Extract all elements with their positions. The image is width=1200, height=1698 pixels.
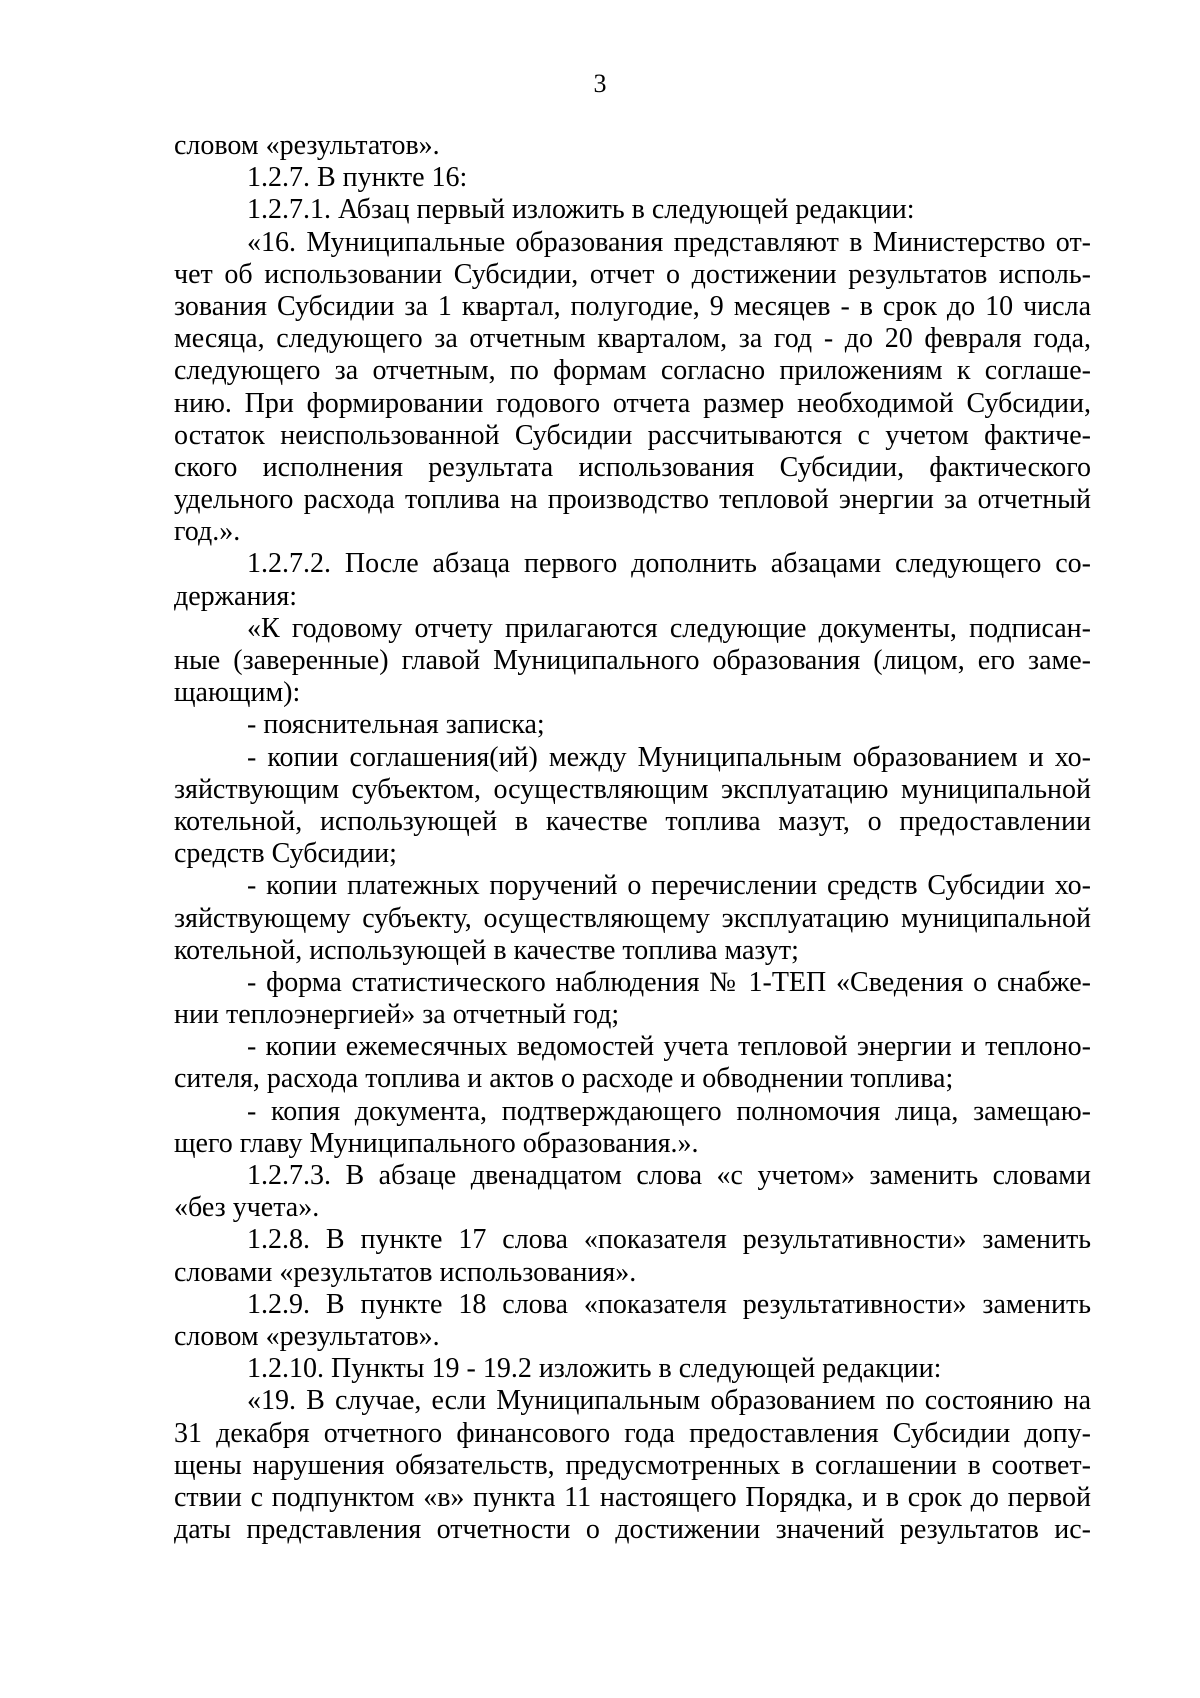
text-line: сителя, расхода топлива и актов о расходе и обводнении топлива; <box>174 1063 954 1095</box>
text-line: 1.2.9. В пункте 18 слова «показателя результативности» заменить <box>247 1288 1091 1320</box>
text-line: чет об использовании Субсидии, отчет о достижении результатов исполь- <box>174 258 1091 290</box>
text-line: - копия документа, подтверждающего полномочия лица, замещаю- <box>247 1095 1091 1127</box>
text-line: - копии ежемесячных ведомостей учета тепловой энергии и теплоно- <box>247 1031 1091 1063</box>
text-line: ствии с подпунктом «в» пункта 11 настоящего Порядка, и в срок до первой <box>174 1481 1091 1513</box>
document-body <box>174 130 1091 1546</box>
text-line: 1.2.7.3. В абзаце двенадцатом слова «с учетом» заменить словами <box>247 1160 1091 1191</box>
text-line: котельной, использующей в качестве топлива мазут; <box>174 934 799 966</box>
text-line: - пояснительная записка; <box>247 709 545 741</box>
page-number: 3 <box>593 69 607 98</box>
text-line: 1.2.10. Пункты 19 - 19.2 изложить в следующей редакции: <box>247 1353 942 1385</box>
text-line: ные (заверенные) главой Муниципального образования (лицом, его заме- <box>174 645 1091 676</box>
text-line: 1.2.8. В пункте 17 слова «показателя результативности» заменить <box>247 1224 1091 1256</box>
text-line: «без учета». <box>174 1192 320 1224</box>
text-line: 1.2.7.2. После абзаца первого дополнить абзацами следующего со- <box>247 548 1091 580</box>
text-line: зяйствующему субъекту, осуществляющему эксплуатацию муниципальной <box>174 902 1091 934</box>
text-line: остаток неиспользованной Субсидии рассчитываются с учетом фактиче- <box>174 419 1091 451</box>
text-line: - копии соглашения(ий) между Муниципальным образованием и хо- <box>247 741 1091 773</box>
text-line: «19. В случае, если Муниципальным образованием по состоянию на <box>247 1385 1091 1417</box>
text-line: словом «результатов». <box>174 130 440 161</box>
text-line: словом «результатов». <box>174 1320 440 1352</box>
text-line: «16. Муниципальные образования представляют в Министерство от- <box>247 226 1091 258</box>
text-line: - форма статистического наблюдения № 1-ТЕП «Сведения о снабже- <box>247 966 1091 998</box>
text-line: нии теплоэнергией» за отчетный год; <box>174 999 620 1031</box>
text-line: зования Субсидии за 1 квартал, полугодие, 9 месяцев - в срок до 10 числа <box>174 290 1091 322</box>
text-line: средств Субсидии; <box>174 838 397 870</box>
text-line: щены нарушения обязательств, предусмотренных в соглашении в соответ- <box>174 1449 1091 1481</box>
text-line: держания: <box>174 580 298 612</box>
text-line: нию. При формировании годового отчета размер необходимой Субсидии, <box>174 387 1091 419</box>
text-line: котельной, использующей в качестве топлива мазут, о предоставлении <box>174 805 1091 837</box>
text-line: 1.2.7. В пункте 16: <box>247 162 468 194</box>
text-line: - копии платежных поручений о перечислении средств Субсидии хо- <box>247 870 1091 902</box>
text-line: щающим): <box>174 677 301 709</box>
text-line: год.». <box>174 516 241 548</box>
text-line: даты представления отчетности о достижении значений результатов ис- <box>174 1514 1091 1546</box>
text-line: 31 декабря отчетного финансового года предоставления Субсидии допу- <box>174 1417 1091 1449</box>
text-line: словами «результатов использования». <box>174 1256 637 1288</box>
text-line: 1.2.7.1. Абзац первый изложить в следующей редакции: <box>247 194 915 226</box>
text-line: зяйствующим субъектом, осуществляющим эксплуатацию муниципальной <box>174 773 1091 805</box>
text-line: месяца, следующего за отчетным кварталом, за год - до 20 февраля года, <box>174 323 1091 355</box>
text-line: удельного расхода топлива на производство тепловой энергии за отчетный <box>174 484 1091 516</box>
text-line: «К годовому отчету прилагаются следующие документы, подписан- <box>247 612 1091 644</box>
text-line: щего главу Муниципального образования.». <box>174 1127 699 1159</box>
text-line: следующего за отчетным, по формам согласно приложениям к соглаше- <box>174 355 1091 387</box>
text-line: ского исполнения результата использования Субсидии, фактического <box>174 451 1091 483</box>
